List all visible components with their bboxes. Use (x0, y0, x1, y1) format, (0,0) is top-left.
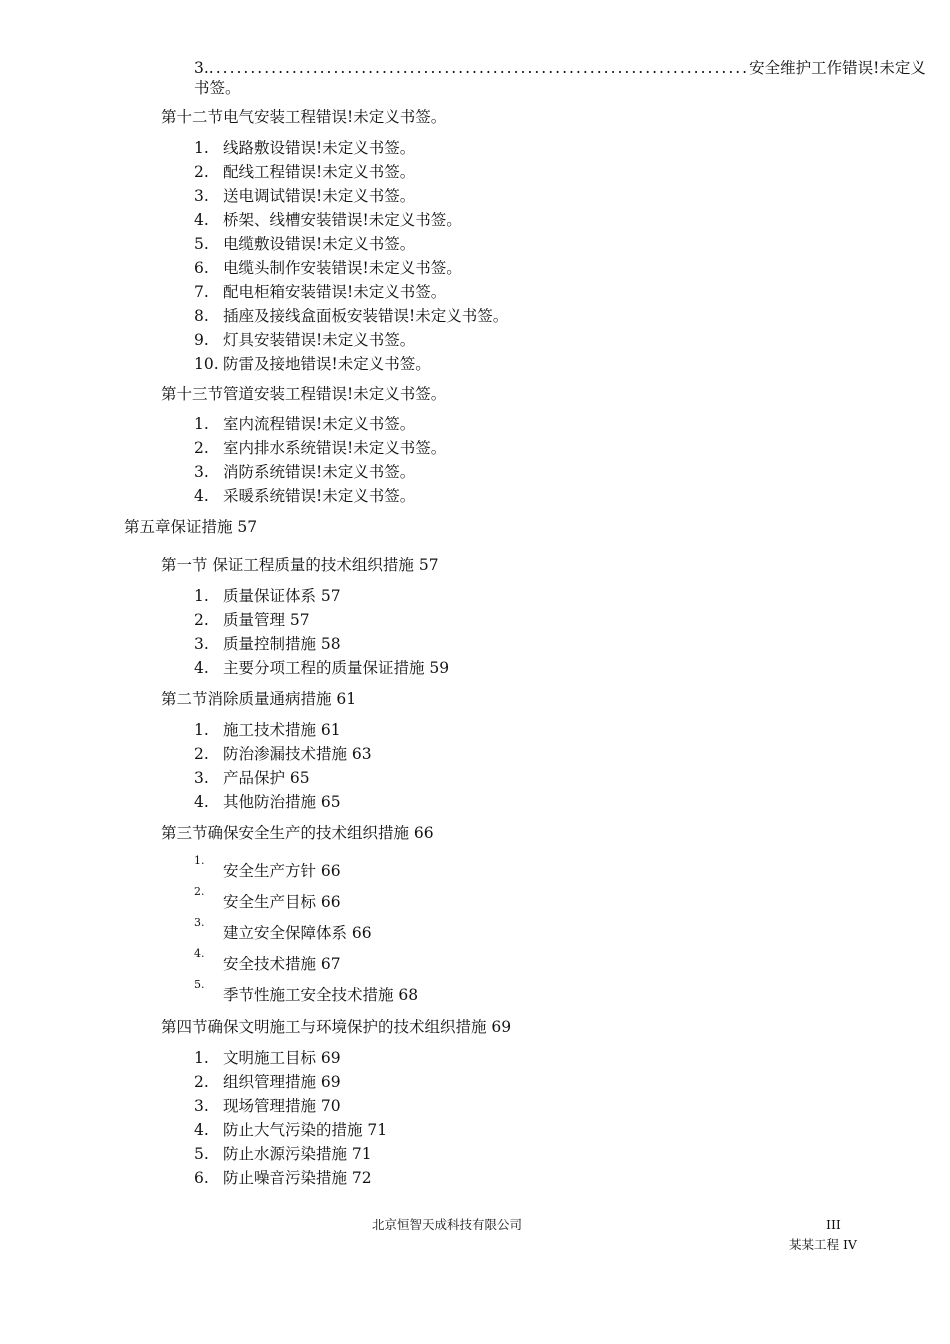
toc-item-number: 3. (194, 187, 209, 205)
toc-item[interactable] (194, 462, 415, 482)
toc-item-number: 1. (194, 854, 205, 867)
toc-item-number: 6. (194, 259, 209, 277)
toc-item-text: 防治渗漏技术措施 63 (223, 745, 372, 763)
toc-item-number: 6. (194, 1169, 209, 1187)
toc-item-number: 5. (194, 978, 205, 991)
toc-item-text: 桥架、线槽安装错误!未定义书签。 (223, 211, 462, 229)
toc-item-text[interactable]: 建立安全保障体系 66 (223, 924, 372, 942)
footer-page-number: III (826, 1217, 841, 1232)
toc-item-text: 室内排水系统错误!未定义书签。 (223, 439, 447, 457)
toc-item[interactable] (194, 258, 462, 278)
toc-entry-title-continued: 书签。 (194, 79, 241, 97)
toc-item[interactable] (194, 658, 449, 678)
toc-item-text: 质量管理 57 (223, 611, 310, 629)
toc-item[interactable] (194, 1048, 341, 1068)
toc-item-text: 插座及接线盒面板安装错误!未定义书签。 (223, 307, 509, 325)
toc-item-text: 灯具安装错误!未定义书签。 (223, 331, 416, 349)
toc-item-number: 1. (194, 587, 209, 605)
toc-entry-number: 3. (194, 59, 209, 77)
toc-item[interactable] (194, 1096, 341, 1116)
toc-item-text: 施工技术措施 61 (223, 721, 341, 739)
toc-item-text[interactable]: 安全技术措施 67 (223, 955, 341, 973)
toc-item-text[interactable]: 季节性施工安全技术措施 68 (223, 986, 419, 1004)
toc-item-number: 1. (194, 415, 209, 433)
toc-item-number: 4. (194, 487, 209, 505)
toc-item-text: 组织管理措施 69 (223, 1073, 341, 1091)
toc-item[interactable] (194, 414, 415, 434)
toc-item[interactable] (194, 234, 415, 254)
toc-item[interactable] (194, 634, 341, 654)
toc-item-text: 防止大气污染的措施 71 (223, 1121, 388, 1139)
toc-section-title[interactable]: 第三节确保安全生产的技术组织措施 66 (161, 824, 434, 842)
toc-entry-wrapped[interactable] (194, 58, 926, 98)
toc-item[interactable] (194, 282, 446, 302)
toc-item[interactable] (194, 486, 415, 506)
toc-section-title[interactable]: 第一节 保证工程质量的技术组织措施 57 (161, 556, 439, 574)
toc-chapter-title[interactable]: 第五章保证措施 57 (124, 518, 258, 536)
toc-item-text: 防雷及接地错误!未定义书签。 (223, 355, 431, 373)
toc-item-text[interactable]: 安全生产目标 66 (223, 893, 341, 911)
toc-entry-title: 安全维护工作错误!未定义 (749, 59, 926, 77)
toc-item-text: 送电调试错误!未定义书签。 (223, 187, 416, 205)
toc-item-number: 4. (194, 947, 205, 960)
toc-item-text: 配电柜箱安装错误!未定义书签。 (223, 283, 447, 301)
toc-section-title[interactable]: 第四节确保文明施工与环境保护的技术组织措施 69 (161, 1018, 512, 1036)
toc-item-number: 2. (194, 1073, 209, 1091)
toc-item-text: 消防系统错误!未定义书签。 (223, 463, 416, 481)
toc-item-number: 2. (194, 745, 209, 763)
toc-item-number: 2. (194, 439, 209, 457)
toc-item[interactable] (194, 792, 341, 812)
toc-item-number: 3. (194, 1097, 209, 1115)
toc-item[interactable] (194, 586, 341, 606)
toc-item-text: 防止噪音污染措施 72 (223, 1169, 372, 1187)
toc-item-text: 质量控制措施 58 (223, 635, 341, 653)
toc-item[interactable] (194, 768, 310, 788)
toc-item-text: 电缆头制作安装错误!未定义书签。 (223, 259, 462, 277)
toc-item[interactable] (194, 1144, 372, 1164)
toc-item-number: 4. (194, 1121, 209, 1139)
toc-item-number: 1. (194, 1049, 209, 1067)
toc-item-number: 3. (194, 916, 205, 929)
toc-item-text: 采暖系统错误!未定义书签。 (223, 487, 416, 505)
toc-item-number: 5. (194, 1145, 209, 1163)
toc-item-number: 1. (194, 139, 209, 157)
toc-item[interactable] (194, 210, 462, 230)
toc-item-number: 7. (194, 283, 209, 301)
toc-item-text: 现场管理措施 70 (223, 1097, 341, 1115)
toc-item[interactable] (194, 138, 415, 158)
toc-section-title[interactable]: 第十二节电气安装工程错误!未定义书签。 (161, 108, 447, 126)
toc-item-number: 4. (194, 659, 209, 677)
toc-item-text: 文明施工目标 69 (223, 1049, 341, 1067)
toc-item-number: 1. (194, 721, 209, 739)
toc-item-number: 5. (194, 235, 209, 253)
toc-item-number: 3. (194, 769, 209, 787)
toc-item-number: 8. (194, 307, 209, 325)
toc-item[interactable] (194, 1072, 341, 1092)
dot-leader: .............................................................................. (208, 59, 750, 77)
toc-item-text: 产品保护 65 (223, 769, 310, 787)
toc-item[interactable] (194, 330, 415, 350)
toc-item[interactable] (194, 438, 446, 458)
toc-item[interactable] (194, 1168, 372, 1188)
toc-item-text: 其他防治措施 65 (223, 793, 341, 811)
toc-item-text: 主要分项工程的质量保证措施 59 (223, 659, 450, 677)
toc-item-number: 4. (194, 793, 209, 811)
toc-item-number: 3. (194, 635, 209, 653)
toc-item[interactable] (194, 186, 415, 206)
toc-section-title[interactable]: 第十三节管道安装工程错误!未定义书签。 (161, 385, 447, 403)
toc-item-number: 2. (194, 611, 209, 629)
toc-item-text: 质量保证体系 57 (223, 587, 341, 605)
toc-item-text[interactable]: 安全生产方针 66 (223, 862, 341, 880)
toc-item-number: 10. (194, 355, 219, 373)
toc-item[interactable] (194, 306, 508, 326)
toc-item[interactable] (194, 610, 310, 630)
toc-item-text: 室内流程错误!未定义书签。 (223, 415, 416, 433)
toc-item[interactable] (194, 162, 415, 182)
toc-item-text: 防止水源污染措施 71 (223, 1145, 372, 1163)
toc-item-number: 2. (194, 885, 205, 898)
toc-item[interactable] (194, 720, 341, 740)
toc-section-title[interactable]: 第二节消除质量通病措施 61 (161, 690, 357, 708)
toc-item-text: 配线工程错误!未定义书签。 (223, 163, 416, 181)
toc-item-number: 4. (194, 211, 209, 229)
toc-item-text: 线路敷设错误!未定义书签。 (223, 139, 416, 157)
footer-company: 北京恒智天成科技有限公司 (372, 1217, 523, 1232)
footer-project-name: 某某工程 IV (789, 1237, 857, 1252)
toc-item[interactable] (194, 744, 372, 764)
toc-item[interactable] (194, 1120, 387, 1140)
toc-item-number: 2. (194, 163, 209, 181)
toc-item-number: 9. (194, 331, 209, 349)
toc-item-text: 电缆敷设错误!未定义书签。 (223, 235, 416, 253)
toc-item[interactable] (194, 354, 431, 374)
toc-item-number: 3. (194, 463, 209, 481)
